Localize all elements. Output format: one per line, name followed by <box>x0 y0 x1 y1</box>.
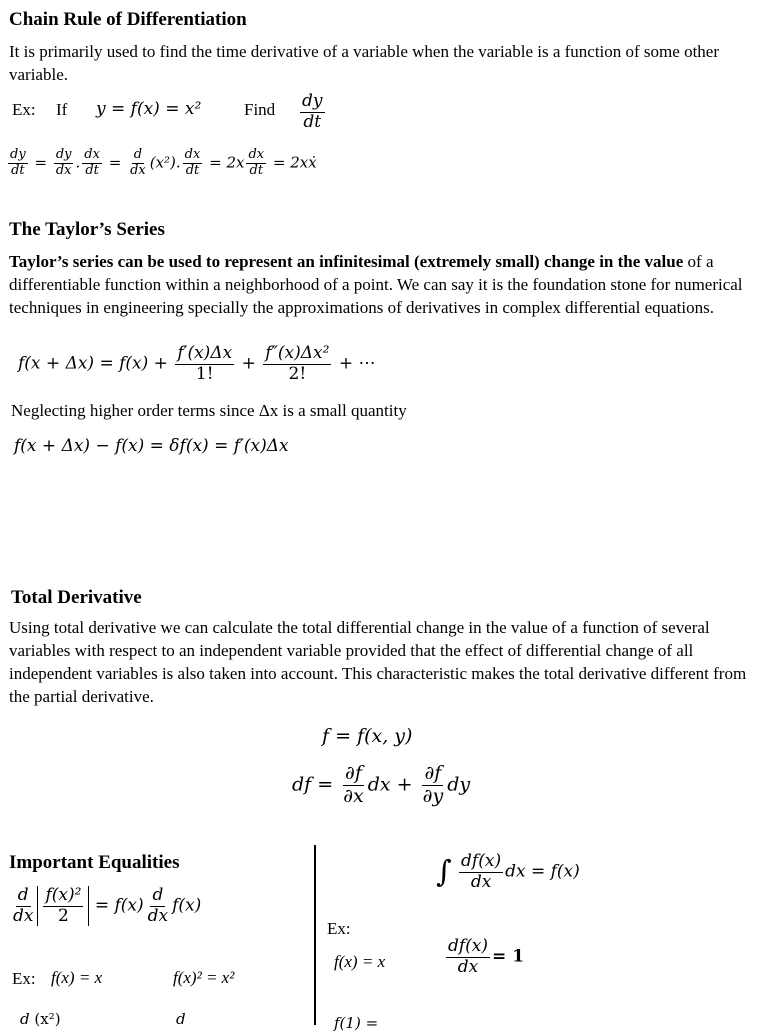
left-bottom-d2: d <box>176 1010 186 1028</box>
integral-equation <box>436 852 580 892</box>
total-derivative-heading: Total Derivative <box>11 587 142 608</box>
term1-numerator: f′(x)Δx <box>177 343 233 363</box>
bracket-numerator: f(x)² <box>45 885 82 905</box>
frac-den: dt <box>249 162 264 178</box>
frac-num: d <box>152 885 164 905</box>
term2-denominator: 2! <box>288 363 307 384</box>
term2-numerator: f″(x)Δx² <box>265 343 330 363</box>
taylor-approx-equation: f(x + Δx) − f(x) = δf(x) = f′(x)Δx <box>14 436 289 456</box>
chain-find-label: Find <box>244 100 276 119</box>
left-example-fx: f(x) = x <box>51 968 103 987</box>
column-divider <box>314 845 316 1025</box>
total-derivative-paragraph: Using total derivative we can calculate the total differential change in the value of a function of several variables with respect to an independent variable provided that the effect of differential change of all independent variables is also taken into account. This characteristic makes the total derivative different from the partial derivative. <box>9 618 747 706</box>
frac-num: df(x) <box>448 936 489 956</box>
frac-den: dt <box>85 162 99 178</box>
x-squared-term: (x²). <box>149 153 181 172</box>
frac-num: dy <box>10 147 26 162</box>
chain-rule-equation: $\frac{dy}{dt}$ = $\frac{dy}{dx}$ . $\frac{dx}{dt}$ = $\frac{d}{dx}$ (x²). $\frac{dx}{dt}$ = 2x $\frac{dx}{dt}$ = 2xẋ <box>10 147 317 178</box>
left-bottom-d <box>20 1010 61 1028</box>
frac-num: dy <box>55 147 72 162</box>
cut-d: d <box>20 1010 30 1028</box>
left-example-label: Ex: <box>12 969 36 988</box>
two-x-term: = 2x <box>209 153 245 172</box>
integral-rhs: dx = f(x) <box>505 861 580 882</box>
frac-den: dt <box>303 111 322 132</box>
taylor-paragraph-rest: of a differentiable function within a neighborhood of a point. We can say it is the foundation stone for numerical techniques in engineering specially the approximations of derivatives in complex differential equations. <box>9 252 743 317</box>
chain-result: = 2xẋ <box>272 153 317 172</box>
frac-den: dt <box>185 162 200 178</box>
chain-rule-paragraph: It is primarily used to find the time derivative of a variable when the variable is a function of some other variable. <box>9 42 719 84</box>
integral-denominator: dx <box>470 871 492 892</box>
frac-num: d <box>133 147 143 162</box>
cut-x-squared: (x²) <box>34 1010 61 1028</box>
frac-den: dt <box>11 162 25 178</box>
chain-example-label: Ex: <box>12 100 36 119</box>
chain-find-fraction <box>298 92 327 132</box>
bracket-denominator: 2 <box>58 905 69 926</box>
frac-num: dy <box>302 91 323 111</box>
series-lhs: f(x + Δx) = f(x) + <box>18 353 168 374</box>
df-lhs: df = <box>292 773 334 796</box>
frac-num: dx <box>84 147 100 162</box>
series-tail: + ⋯ <box>338 353 376 374</box>
frac-den: dx <box>130 162 146 178</box>
right-example-label: Ex: <box>327 919 351 938</box>
taylor-paragraph-bold: Taylor’s series can be used to represent an infinitesimal (extremely small) change in the value <box>9 252 684 271</box>
plus-sign: + <box>241 353 256 374</box>
term1-denominator: 1! <box>195 363 214 384</box>
equals-sign: = <box>34 153 48 172</box>
left-example-fx2: f(x)² = x² <box>173 968 235 987</box>
equals-sign: = <box>108 153 122 172</box>
frac-num: d <box>17 885 29 905</box>
frac-den: dx <box>457 956 479 977</box>
integral-numerator: df(x) <box>461 851 502 871</box>
equals-one: = 1 <box>492 946 525 967</box>
dy-term: dy <box>447 773 471 796</box>
total-func-equation: f = f(x, y) <box>322 725 413 747</box>
taylor-series-equation <box>18 344 376 384</box>
partial-x: ∂x <box>343 784 364 807</box>
right-derivative-equation <box>444 937 524 977</box>
taylor-heading: The Taylor’s Series <box>9 219 165 240</box>
equals-fx: = f(x) <box>94 895 144 916</box>
equalities-heading: Important Equalities <box>9 852 180 873</box>
frac-den: dx <box>13 905 34 926</box>
partial-f: ∂f <box>345 762 362 784</box>
frac-num: dx <box>248 147 265 162</box>
right-bottom-cut: f(1) = <box>334 1014 379 1032</box>
equality-bracket-equation <box>9 886 201 926</box>
frac-den: dx <box>147 905 169 926</box>
chain-rule-heading: Chain Rule of Differentiation <box>9 9 247 30</box>
chain-example-equation: y = f(x) = x² <box>96 99 202 119</box>
bracket-group <box>37 886 89 926</box>
frac-den: dx <box>55 162 72 178</box>
total-differential-equation <box>292 763 470 808</box>
integral-icon: ∫ <box>436 854 452 890</box>
partial-f: ∂f <box>424 762 442 784</box>
frac-num: dx <box>184 147 201 162</box>
partial-y: ∂y <box>422 784 444 807</box>
right-example-fx: f(x) = x <box>334 952 386 971</box>
fx-end: f(x) <box>172 895 202 916</box>
dx-plus: dx + <box>367 773 413 796</box>
taylor-neglect-text: Neglecting higher order terms since Δx is a small quantity <box>11 401 407 420</box>
chain-if-label: If <box>56 100 68 119</box>
taylor-paragraph <box>9 250 759 319</box>
